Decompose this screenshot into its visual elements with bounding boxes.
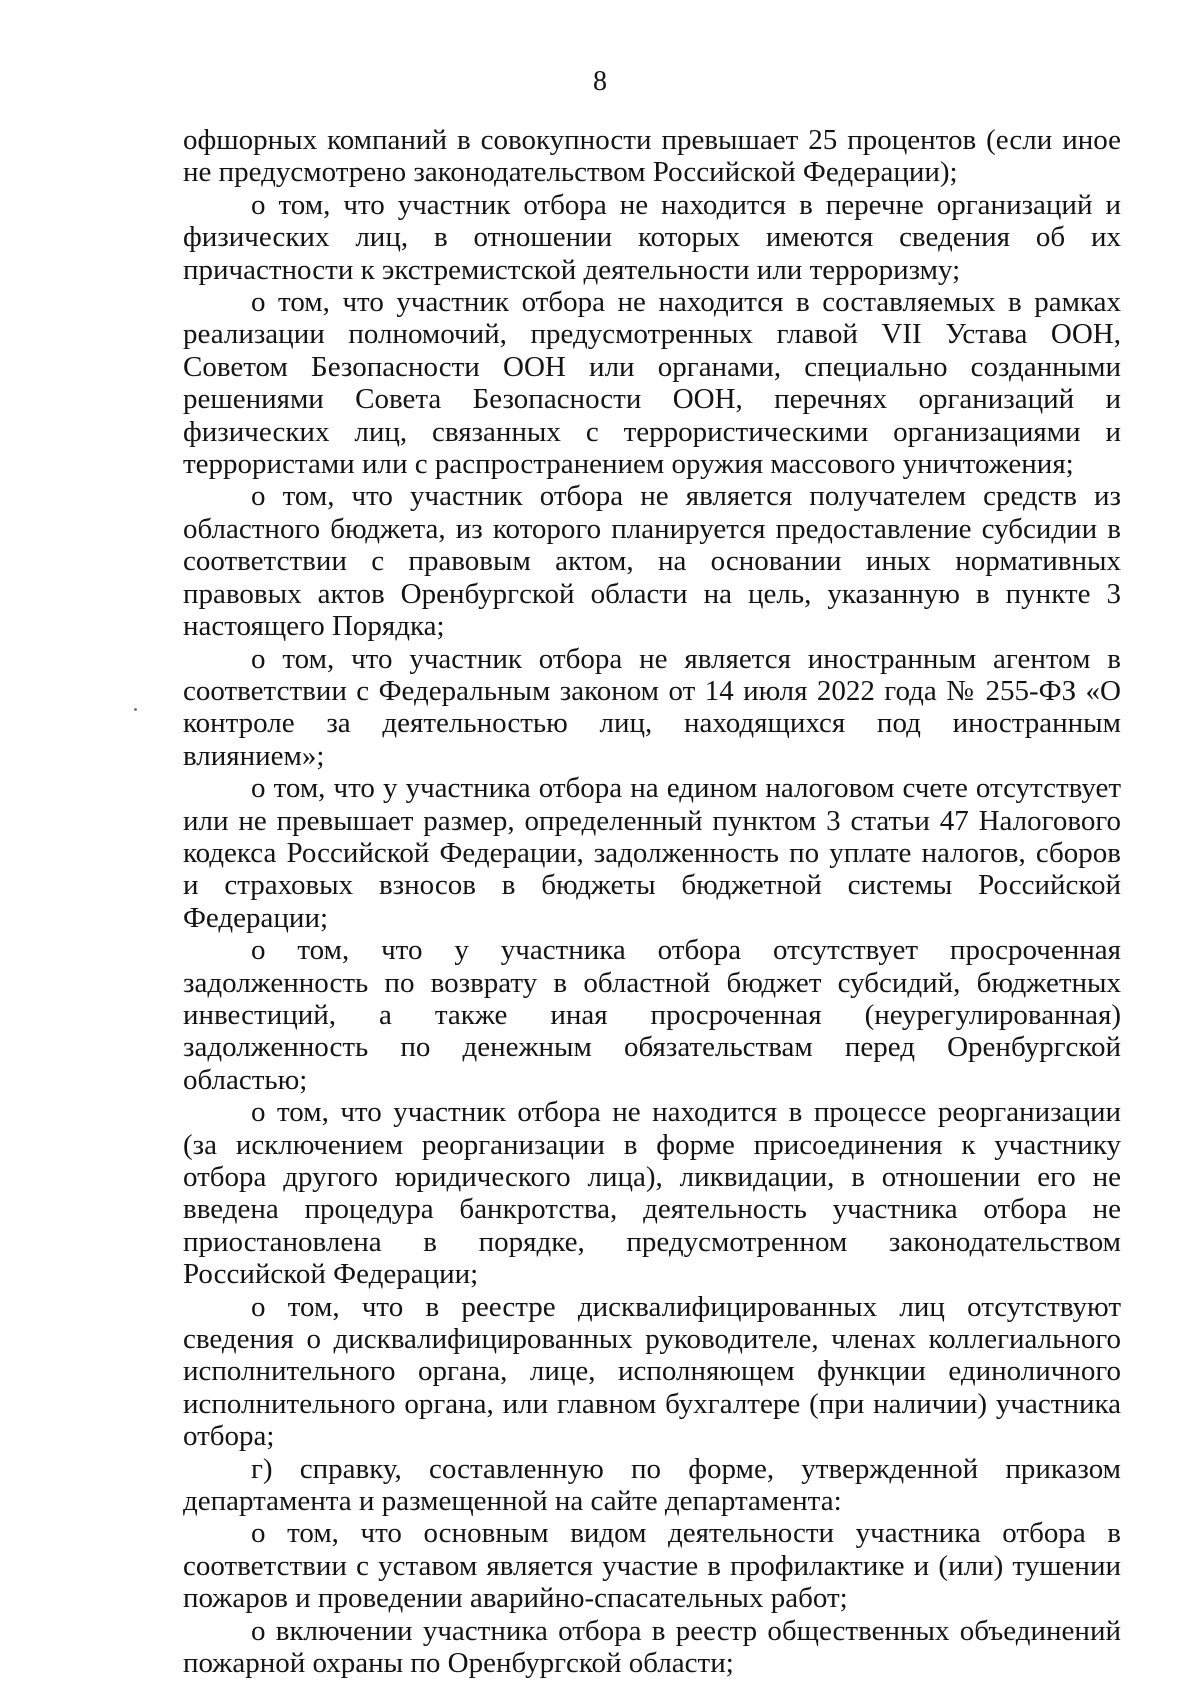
page-number: 8 [593, 66, 607, 97]
paragraph-foreign-agent: о том, что участник отбора не является иностранным агентом в соответствии с Федеральным законом от 14 июля 2022 года № 255-ФЗ «О контроле за деятельностью лиц, находящихся под иностранным влиянием»; [183, 642, 1121, 772]
paragraph-item-g-certificate: г) справку, составленную по форме, утвержденной приказом департамента и размещенной на сайте департамента: [183, 1452, 1121, 1518]
document-body [183, 124, 1121, 1680]
paragraph-overdue-debt: о том, что у участника отбора отсутствует просроченная задолженность по возврату в областной бюджет субсидий, бюджетных инвестиций, а также иная просроченная (неурегулированная) задолженность по денежным обязательствам перед Оренбургской областью; [183, 934, 1121, 1096]
paragraph-regional-budget-recipient: о том, что участник отбора не является получателем средств из областного бюджета, из которого планируется предоставление субсидии в соответствии с правовым актом, на основании иных нормативных правовых актов Оренбургской области на цель, указанную в пункте 3 настоящего Порядка; [183, 480, 1121, 643]
paragraph-fire-protection-registry: о включении участника отбора в реестр общественных объединений пожарной охраны по Оренбургской области; [183, 1614, 1121, 1680]
paragraph-reorganization: о том, что участник отбора не находится в процессе реорганизации (за исключением реорганизации в форме присоединения к участнику отбора другого юридического лица), ликвидации, в отношении его не введена процедура банкротства, деятельность участника отбора не приостановлена в порядке, предусмотренном законодательством Российской Федерации; [183, 1096, 1121, 1291]
paragraph-tax-debt: о том, что у участника отбора на едином налоговом счете отсутствует или не превышает размер, определенный пунктом 3 статьи 47 Налогового кодекса Российской Федерации, задолженность по уплате налогов, сборов и страховых взносов в бюджеты бюджетной системы Российской Федерации; [183, 772, 1121, 934]
paragraph-un-sanctions-list: о том, что участник отбора не находится в составляемых в рамках реализации полномочий, предусмотренных главой VII Устава ООН, Советом Безопасности ООН или органами, специально созданными решениями Совета Безопасности ООН, перечнях организаций и физических лиц, связанных с террористическими организациями и террористами или с распространением оружия массового уничтожения; [183, 286, 1121, 481]
paragraph-continuation: офшорных компаний в совокупности превышает 25 процентов (если иное не предусмотрено законодательством Российской Федерации); [183, 124, 1121, 189]
paragraph-main-activity: о том, что основным видом деятельности участника отбора в соответствии с уставом является участие в профилактике и (или) тушении пожаров и проведении аварийно-спасательных работ; [183, 1517, 1121, 1615]
scan-speck [134, 708, 137, 711]
paragraph-disqualified-persons: о том, что в реестре дисквалифицированных лиц отсутствуют сведения о дисквалифицированных руководителе, членах коллегиального исполнительного органа, лице, исполняющем функции единоличного исполнительного органа, или главном бухгалтере (при наличии) участника отбора; [183, 1290, 1121, 1453]
paragraph-extremism-list: о том, что участник отбора не находится в перечне организаций и физических лиц, в отношении которых имеются сведения об их причастности к экстремистской деятельности или терроризму; [183, 188, 1121, 286]
